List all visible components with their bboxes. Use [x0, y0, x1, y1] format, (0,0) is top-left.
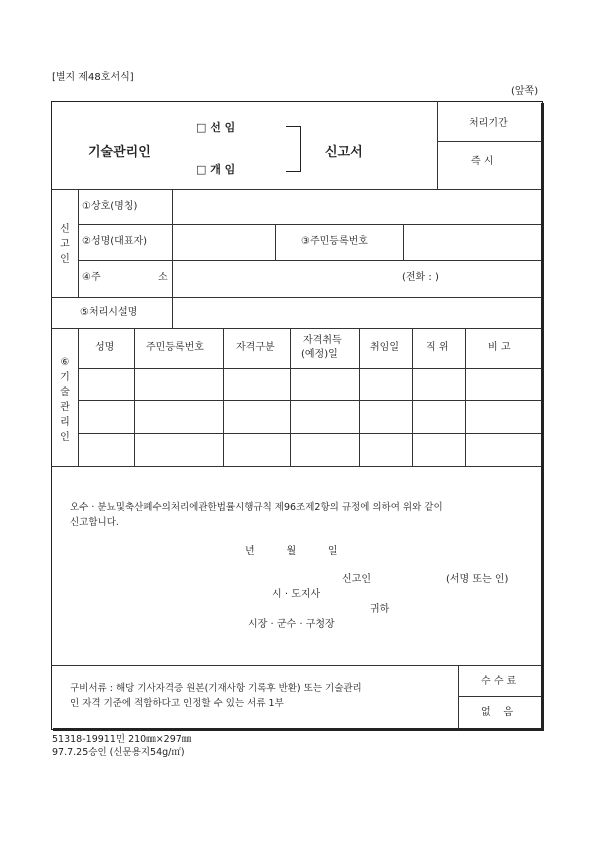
resident-no-label: ③주민등록번호: [301, 236, 368, 247]
header-position: 직 위: [426, 342, 449, 353]
company-name-field[interactable]: [173, 190, 540, 223]
title-right: 신고서: [325, 145, 363, 160]
fee-hline: [458, 696, 541, 697]
header-acquired-expected: (예정)일: [301, 349, 338, 360]
address-field[interactable]: [173, 261, 540, 296]
statement-reporter: 신고인: [342, 574, 371, 585]
address-label: ④주: [82, 272, 101, 283]
statement-authority1: 시 · 도지사: [272, 589, 321, 600]
header-name: 성명: [95, 342, 115, 353]
statement-authority2: 시장 · 군수 · 구청장: [248, 619, 335, 630]
header-remarks: 비 고: [488, 342, 511, 353]
processing-value: 즉 시: [471, 156, 494, 167]
table-row[interactable]: [79, 401, 540, 433]
option-replace[interactable]: □ 개 임: [196, 163, 236, 176]
docs-line2: 인 자격 기준에 적합하다고 인정할 수 있는 서류 1부: [70, 698, 284, 709]
reporter-label-divider: [78, 189, 79, 297]
header-resident-no: 주민등록번호: [146, 342, 204, 353]
processing-hline: [437, 141, 541, 142]
docs-line1: 구비서류 : 해당 기사자격증 원본(기재사항 기록후 반환) 또는 기술관리: [70, 683, 362, 694]
print-info-line2: 97.7.25승인 (신문용지54g/㎡): [52, 747, 185, 758]
statement-line2: 신고합니다.: [70, 517, 119, 528]
statement-date: 년 월 일: [245, 546, 338, 557]
reporter-section-label: 신 고 인: [60, 224, 70, 265]
table-row[interactable]: [79, 369, 540, 400]
company-name-label: ①상호(명칭): [82, 201, 138, 212]
form-code: [별지 제48호서식]: [52, 72, 134, 83]
facility-label: ⑤처리시설명: [80, 307, 138, 318]
option-appoint[interactable]: □ 선 임: [196, 121, 236, 134]
facility-field[interactable]: [173, 298, 540, 327]
statement-bottom-line: [51, 665, 541, 666]
resident-no-divider-left: [275, 224, 276, 260]
page-side-label: (앞쪽): [511, 86, 539, 97]
representative-field[interactable]: [173, 225, 275, 259]
title-bracket: [286, 126, 301, 172]
facility-bottom-line: [51, 328, 541, 329]
statement-gwiha: 귀하: [370, 604, 390, 615]
address-label-2: 소: [158, 272, 168, 283]
header-appointed: 취임일: [370, 342, 399, 353]
fee-divider: [458, 665, 459, 729]
header-qualification: 자격구분: [236, 342, 275, 353]
representative-label: ②성명(대표자): [82, 236, 148, 247]
header-acquired: 자격취득: [303, 335, 342, 346]
processing-divider: [437, 101, 438, 189]
tech-section-label: ⑥ 기 술 관 리 인: [60, 357, 70, 443]
fee-value: 없 음: [481, 707, 514, 718]
statement-sign: (서명 또는 인): [446, 574, 509, 585]
fee-label: 수 수 료: [481, 676, 517, 687]
phone-label: (전화 : ): [402, 272, 439, 283]
statement-line1: 오수 · 분뇨및축산폐수의처리에관한법률시행규칙 제96조제2항의 규정에 의하여 위와 같이: [70, 502, 443, 513]
title-left: 기술관리인: [88, 145, 151, 160]
resident-no-field[interactable]: [404, 225, 540, 259]
processing-label: 처리기간: [469, 118, 508, 129]
table-row[interactable]: [79, 434, 540, 465]
print-info-line1: 51318-19911민 210㎜×297㎜: [52, 734, 192, 745]
tech-bottom-line: [51, 466, 541, 467]
